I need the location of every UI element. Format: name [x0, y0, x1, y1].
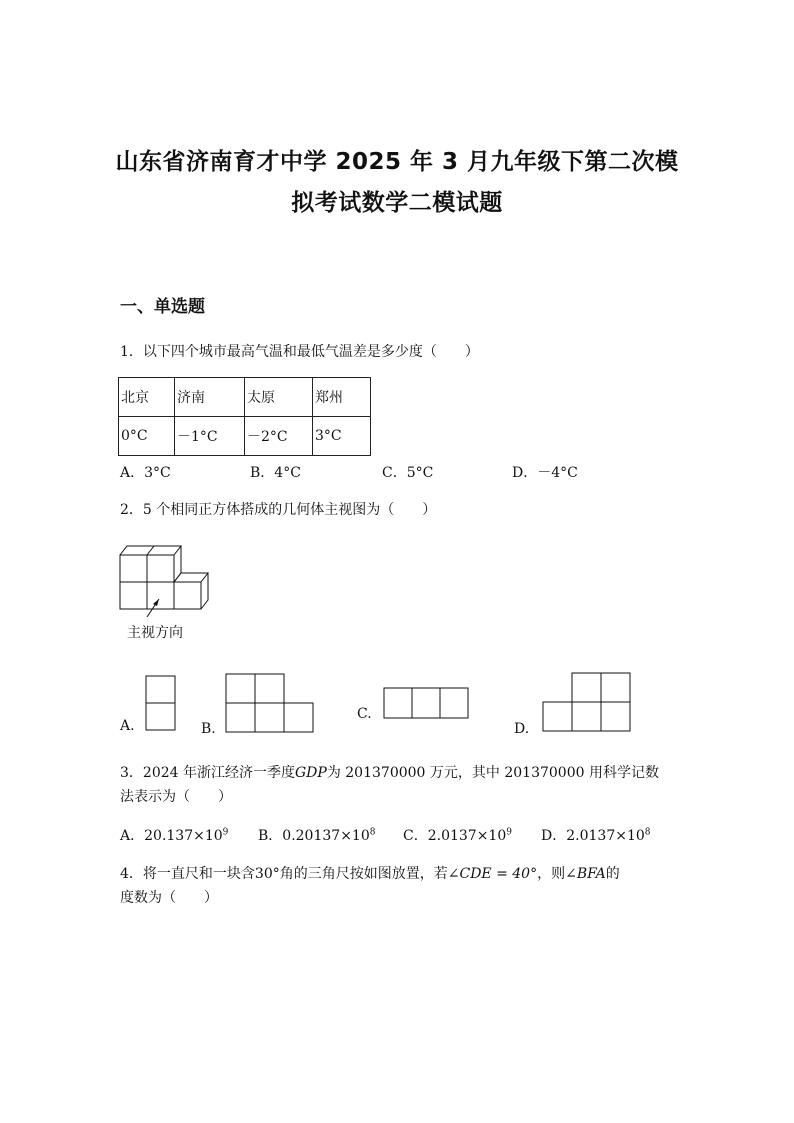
question-2-stem: 2．5 个相同正方体搭成的几何体主视图为（ ） [120, 502, 437, 518]
q1-option-c: C．5°C [382, 465, 434, 481]
q4-stem-part: 的 [605, 866, 620, 882]
option-value: 2.0137×10 [427, 828, 507, 844]
city-cell: 太原 [245, 378, 313, 417]
option-label: C． [403, 828, 428, 844]
q1-option-a: A．3°C [120, 465, 171, 481]
q3-option-a [120, 825, 228, 845]
q3-stem-part: 3．2024 年浙江经济一季度 [120, 765, 295, 781]
option-label: B． [258, 828, 283, 844]
temp-cell: －2°C [245, 417, 313, 456]
city-cell: 济南 [175, 378, 245, 417]
view-direction-label: 主视方向 [127, 625, 183, 641]
q2-option-b-label: B. [201, 721, 216, 737]
temp-cell: －1°C [175, 417, 245, 456]
q3-option-c [403, 825, 512, 845]
q4-target-angle: ∠BFA [565, 866, 606, 882]
q3-stem-part: 法表示为（ ） [120, 789, 232, 805]
q2-option-d-label: D. [514, 721, 530, 737]
temp-cell: 0°C [119, 417, 175, 456]
option-value: 2.0137×10 [566, 828, 645, 844]
q2-option-c-figure [383, 687, 473, 721]
q1-option-b: B．4°C [250, 465, 301, 481]
page-title-line2: 拟考试数学二模试题 [291, 190, 503, 216]
question-4-stem [120, 862, 690, 910]
city-cell: 北京 [119, 378, 175, 417]
city-cell: 郑州 [313, 378, 371, 417]
option-label: D． [541, 828, 567, 844]
option-value: 20.137×10 [144, 828, 223, 844]
cube-stack-figure [115, 535, 215, 617]
q1-option-d: D．－4°C [512, 465, 578, 481]
q4-angle-30: 30° [254, 866, 280, 882]
temperature-table [118, 377, 371, 456]
question-1-stem: 1．以下四个城市最高气温和最低气温差是多少度（ ） [120, 344, 479, 360]
option-exponent: 9 [506, 827, 512, 838]
q4-condition: ∠CDE = 40° [447, 866, 538, 882]
q2-option-b-figure [225, 673, 317, 735]
q4-stem-part: 角的三角尺按如图放置，若 [279, 866, 448, 882]
option-value: 0.20137×10 [282, 828, 370, 844]
q3-option-b [258, 825, 375, 845]
q3-option-d [541, 825, 651, 845]
q2-option-d-figure [540, 672, 634, 734]
page-title-line1: 山东省济南育才中学 2025 年 3 月九年级下第二次模 [115, 149, 679, 175]
option-label: A． [120, 828, 145, 844]
q2-option-c-label: C. [357, 706, 372, 722]
option-exponent: 8 [369, 827, 376, 838]
option-exponent: 9 [222, 827, 229, 838]
q4-stem-part: 4．将一直尺和一块含 [120, 866, 255, 882]
table-row [119, 417, 371, 456]
q4-stem-part: 度数为（ ） [120, 890, 218, 906]
option-exponent: 8 [644, 827, 651, 838]
q4-stem-part: ，则 [537, 866, 566, 882]
q3-gdp-term: GDP [295, 765, 327, 781]
temp-cell: 3°C [313, 417, 371, 456]
q2-option-a-label: A. [120, 718, 135, 734]
q3-stem-part: 为 201370000 万元，其中 201370000 用科学记数 [326, 765, 659, 781]
question-3-stem [120, 761, 680, 809]
table-row [119, 378, 371, 417]
section-title: 一、单选题 [120, 297, 205, 317]
q2-option-a-figure [145, 675, 177, 733]
